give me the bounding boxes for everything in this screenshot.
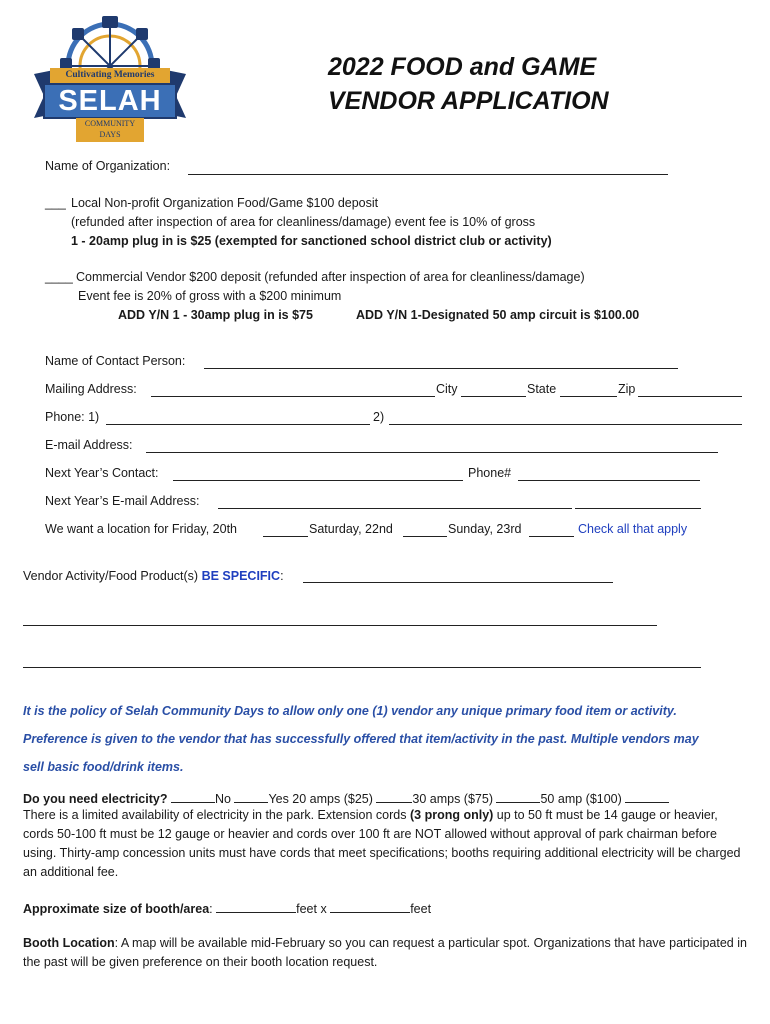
- next-phone-field[interactable]: [518, 480, 700, 481]
- activity-label: [23, 569, 284, 583]
- activity-specific: BE SPECIFIC: [201, 569, 281, 583]
- commercial-add-50amp[interactable]: ADD Y/N 1-Designated 50 amp circuit is $100.00: [356, 308, 640, 322]
- phone2-label: 2): [373, 410, 385, 424]
- saturday-label: Saturday, 22nd: [309, 522, 393, 536]
- logo-sub1: COMMUNITY: [84, 119, 136, 128]
- sunday-label: Sunday, 23rd: [448, 522, 522, 536]
- nonprofit-line-3a: 1 - 20amp plug in is $25 (: [71, 234, 219, 248]
- selah-logo: [30, 14, 190, 144]
- phone1-label: Phone: 1): [45, 410, 100, 424]
- activity-label-text: Vendor Activity/Food Product(s): [23, 569, 202, 583]
- activity-colon: :: [280, 569, 284, 583]
- booth-depth-field[interactable]: [330, 899, 410, 913]
- nonprofit-line-1: Local Non-profit Organization Food/Game $100 deposit: [71, 196, 379, 210]
- booth-location-label: Booth Location: [23, 936, 115, 950]
- electricity-50: 50 amp ($100): [540, 792, 622, 806]
- commercial-blank[interactable]: ____: [45, 270, 73, 284]
- zip-field[interactable]: [638, 396, 742, 397]
- electricity-yes20-field[interactable]: [234, 789, 268, 803]
- next-phone-label: Phone#: [468, 466, 512, 480]
- electricity-50-field-2[interactable]: [625, 789, 669, 803]
- contact-person-label: Name of Contact Person:: [45, 354, 186, 368]
- next-contact-label: Next Year’s Contact:: [45, 466, 159, 480]
- city-label: City: [436, 382, 458, 396]
- zip-label: Zip: [618, 382, 636, 396]
- booth-size-colon: :: [209, 902, 213, 916]
- logo-tagline: Cultivating Memories: [65, 70, 155, 80]
- policy-line-1: It is the policy of Selah Community Days to allow only one (1) vendor any unique primary food item or activity.: [23, 704, 677, 718]
- electricity-30: 30 amps ($75): [412, 792, 493, 806]
- title-line-1: 2022 FOOD and GAME: [328, 53, 597, 81]
- sunday-field[interactable]: [529, 536, 574, 537]
- city-field[interactable]: [461, 396, 526, 397]
- next-email-label: Next Year’s E-mail Address:: [45, 494, 200, 508]
- commercial-line-1: Commercial Vendor $200 deposit (refunded after inspection of area for cleanliness/damage): [76, 270, 585, 284]
- contact-person-field[interactable]: [204, 368, 678, 369]
- logo-sub2: DAYS: [99, 130, 121, 139]
- next-email-field-2[interactable]: [575, 508, 701, 509]
- check-all-note: Check all that apply: [578, 522, 688, 536]
- booth-feet: feet: [410, 902, 432, 916]
- nonprofit-line-2: (refunded after inspection of area for cleanliness/damage) event fee is 10% of gross: [71, 215, 536, 229]
- friday-field[interactable]: [263, 536, 308, 537]
- location-label: We want a location for Friday, 20th: [45, 522, 237, 536]
- booth-size-row: [23, 899, 431, 916]
- policy-line-2: Preference is given to the vendor that has successfully offered that item/activity in the past. Multiple vendors may: [23, 732, 699, 746]
- logo-name: SELAH: [58, 85, 162, 117]
- phone2-field[interactable]: [389, 424, 742, 425]
- activity-line-3[interactable]: [23, 667, 701, 668]
- saturday-field[interactable]: [403, 536, 447, 537]
- next-contact-field[interactable]: [173, 480, 463, 481]
- booth-location-paragraph: [23, 934, 747, 972]
- commercial-line-2: Event fee is 20% of gross with a $200 minimum: [78, 289, 342, 303]
- commercial-add-30amp[interactable]: ADD Y/N 1 - 30amp plug in is $75: [118, 308, 313, 322]
- electricity-50-field[interactable]: [496, 789, 540, 803]
- booth-location-text: : A map will be available mid-February so you can request a particular spot. Organizations that have participated in the past will be given preference on their booth location request.: [23, 936, 747, 969]
- title-line-2: VENDOR APPLICATION: [328, 87, 609, 115]
- electricity-no: No: [214, 792, 231, 806]
- booth-feet-x: feet x: [296, 902, 327, 916]
- electricity-p1b: (3 prong only): [409, 808, 494, 822]
- mailing-field[interactable]: [151, 396, 435, 397]
- email-label: E-mail Address:: [45, 438, 133, 452]
- electricity-question-row: [23, 789, 669, 806]
- electricity-question: Do you need electricity?: [23, 792, 168, 806]
- org-label: Name of Organization:: [45, 159, 171, 173]
- phone1-field[interactable]: [106, 424, 370, 425]
- nonprofit-line-3b: exempted for sanctioned school district club or activity): [218, 234, 552, 248]
- state-label: State: [527, 382, 557, 396]
- electricity-yes20: Yes 20 amps ($25): [268, 792, 373, 806]
- page-title: [328, 50, 609, 118]
- electricity-p1c: up to 50 ft must be 14 gauge or heavier, cords 50-100 ft must be 12 gauge or heavier and cords over 100 ft are NOT allowed without approval of park chairman before using. Thirty-amp concession units must have cords that meet specifications; booths requiring additional electricity will be charged an additional fee.: [23, 808, 741, 879]
- activity-line-2[interactable]: [23, 625, 657, 626]
- electricity-p1: There is a limited availability of electricity in the park. Extension cords: [23, 808, 410, 822]
- state-field[interactable]: [560, 396, 617, 397]
- electricity-paragraph: [23, 806, 747, 882]
- activity-field[interactable]: [303, 582, 613, 583]
- nonprofit-blank[interactable]: ___: [45, 196, 66, 210]
- electricity-30-field[interactable]: [376, 789, 412, 803]
- booth-size-label: Approximate size of booth/area: [23, 902, 210, 916]
- email-field[interactable]: [146, 452, 718, 453]
- next-email-field[interactable]: [218, 508, 572, 509]
- org-field[interactable]: [188, 174, 668, 175]
- nonprofit-line-3: [71, 234, 552, 248]
- mailing-label: Mailing Address:: [45, 382, 137, 396]
- booth-width-field[interactable]: [216, 899, 296, 913]
- electricity-no-field[interactable]: [171, 789, 215, 803]
- policy-line-3: sell basic food/drink items.: [23, 760, 184, 774]
